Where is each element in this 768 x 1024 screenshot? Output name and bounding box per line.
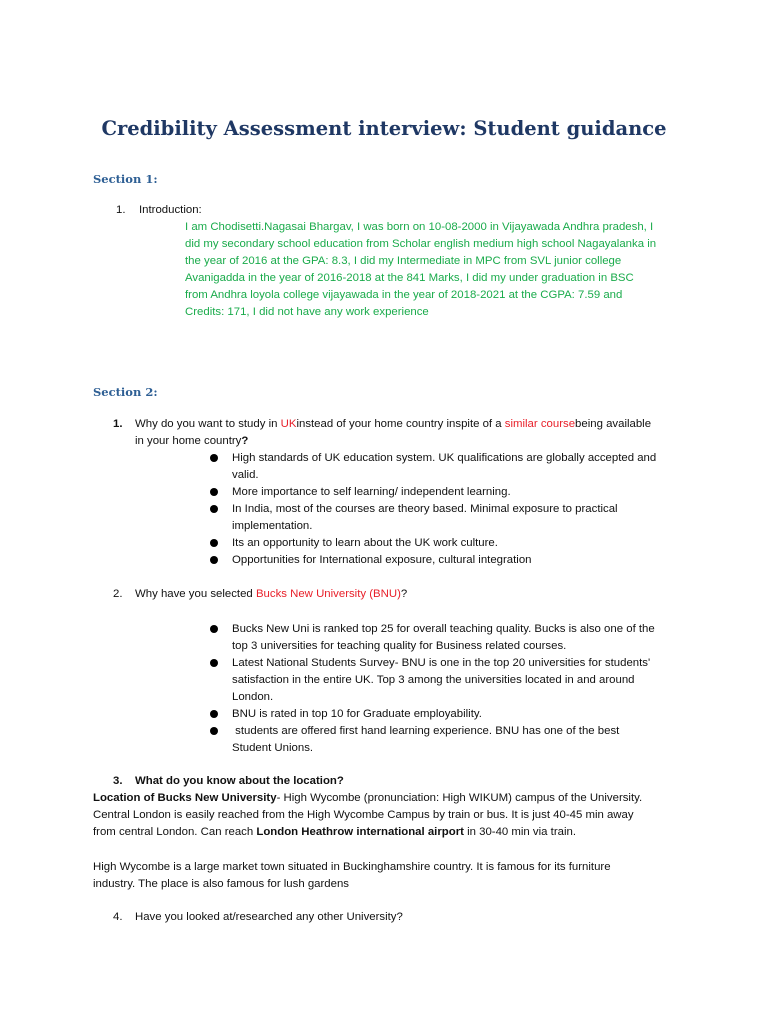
section-1-heading: Section 1: xyxy=(93,172,158,186)
document-title: Credibility Assessment interview: Student guidance xyxy=(101,117,667,140)
paragraph-line xyxy=(93,824,673,841)
paragraph-text: - High Wycombe (pronunciation: High WIKUM) campus of the University. xyxy=(276,792,643,804)
location-paragraph xyxy=(93,790,673,841)
introduction-text xyxy=(185,219,685,321)
high-wycombe-paragraph xyxy=(93,859,673,893)
bullet-icon xyxy=(210,505,218,513)
bullet-icon xyxy=(210,710,218,718)
q2-bullet-list xyxy=(208,621,678,757)
list-item xyxy=(208,450,678,484)
location-heading: Location of Bucks New University xyxy=(93,792,277,804)
bullet-icon xyxy=(210,625,218,633)
paragraph-text: in 30-40 min via train. xyxy=(463,826,576,838)
paragraph-line: industry. The place is also famous for lush gardens xyxy=(93,878,349,890)
bullet-text: Bucks New Uni is ranked top 25 for overall teaching quality. Bucks is also one of the xyxy=(232,623,655,635)
list-item xyxy=(208,535,678,552)
list-item xyxy=(208,706,678,723)
question-1 xyxy=(135,416,675,450)
bullet-text: satisfaction in the entire UK. Top 3 among the universities located in and around xyxy=(232,674,635,686)
list-number: 1. xyxy=(113,418,123,430)
question-line xyxy=(135,433,675,450)
bullet-icon xyxy=(210,727,218,735)
highlight-uk: UK xyxy=(280,418,297,430)
list-item xyxy=(208,723,678,757)
question-text: in your home country xyxy=(135,435,242,447)
introduction-label: Introduction: xyxy=(139,204,202,216)
bullet-text: Student Unions. xyxy=(232,742,314,754)
list-number: 4. xyxy=(113,911,123,923)
bullet-icon xyxy=(210,488,218,496)
bullet-text: top 3 universities for teaching quality for Business related courses. xyxy=(232,640,567,652)
question-line xyxy=(135,416,675,433)
section-2-heading: Section 2: xyxy=(93,385,158,399)
question-2 xyxy=(135,586,675,603)
intro-line: Credits: 171, I did not have any work experience xyxy=(185,306,429,318)
highlight-similar-course: similar course xyxy=(504,418,576,430)
paragraph-line xyxy=(93,790,673,807)
paragraph-text: from central London. Can reach xyxy=(93,826,257,838)
intro-line: Avanigadda in the year of 2016-2018 at the 841 Marks, I did my under graduation in BSC xyxy=(185,272,634,284)
bullet-text: High standards of UK education system. UK qualifications are globally accepted and xyxy=(232,452,657,464)
intro-line: I am Chodisetti.Nagasai Bhargav, I was born on 10-08-2000 in Vijayawada Andhra pradesh, I xyxy=(185,221,654,233)
list-number: 2. xyxy=(113,588,123,600)
list-item xyxy=(208,484,678,501)
list-item xyxy=(208,552,678,569)
bullet-text: In India, most of the courses are theory based. Minimal exposure to practical xyxy=(232,503,618,515)
airport-name: London Heathrow international airport xyxy=(256,826,464,838)
paragraph-line: High Wycombe is a large market town situated in Buckinghamshire country. It is famous for its furniture xyxy=(93,861,611,873)
bullet-text: Latest National Students Survey- BNU is one in the top 20 universities for students' xyxy=(232,657,651,669)
bullet-text: More importance to self learning/ independent learning. xyxy=(232,486,511,498)
question-text: being available xyxy=(575,418,652,430)
question-text: ? xyxy=(400,588,408,600)
q1-bullet-list xyxy=(208,450,678,569)
question-4: Have you looked at/researched any other University? xyxy=(135,911,403,923)
bullet-text: BNU is rated in top 10 for Graduate employability. xyxy=(232,708,482,720)
bullet-text: London. xyxy=(232,691,274,703)
question-mark: ? xyxy=(241,435,249,447)
list-number: 3. xyxy=(113,775,123,787)
bullet-icon xyxy=(210,556,218,564)
list-item xyxy=(208,621,678,655)
intro-line: from Andhra loyola college vijayawada in the year of 2018-2021 at the CGPA: 7.59 and xyxy=(185,289,623,301)
bullet-text: Opportunities for International exposure, cultural integration xyxy=(232,554,532,566)
question-text: Why have you selected xyxy=(135,588,256,600)
question-text: instead of your home country inspite of a xyxy=(296,418,505,430)
intro-line: did my secondary school education from Scholar english medium high school Nagayalanka in xyxy=(185,238,657,250)
paragraph-line: Central London is easily reached from the High Wycombe Campus by train or bus. It is just 40-45 min away xyxy=(93,809,634,821)
highlight-bnu: Bucks New University (BNU) xyxy=(255,588,401,600)
list-item xyxy=(208,501,678,535)
list-number: 1. xyxy=(116,204,126,216)
bullet-icon xyxy=(210,454,218,462)
bullet-text: implementation. xyxy=(232,520,313,532)
bullet-text: valid. xyxy=(232,469,259,481)
bullet-icon xyxy=(210,659,218,667)
list-item xyxy=(208,655,678,706)
question-text: Why do you want to study in xyxy=(135,418,281,430)
question-3: What do you know about the location? xyxy=(135,775,344,787)
bullet-text: students are offered first hand learning experience. BNU has one of the best xyxy=(232,725,620,737)
bullet-icon xyxy=(210,539,218,547)
intro-line: the year of 2016 at the GPA: 8.3, I did my Intermediate in MPC from SVL junior college xyxy=(185,255,622,267)
bullet-text: Its an opportunity to learn about the UK work culture. xyxy=(232,537,498,549)
